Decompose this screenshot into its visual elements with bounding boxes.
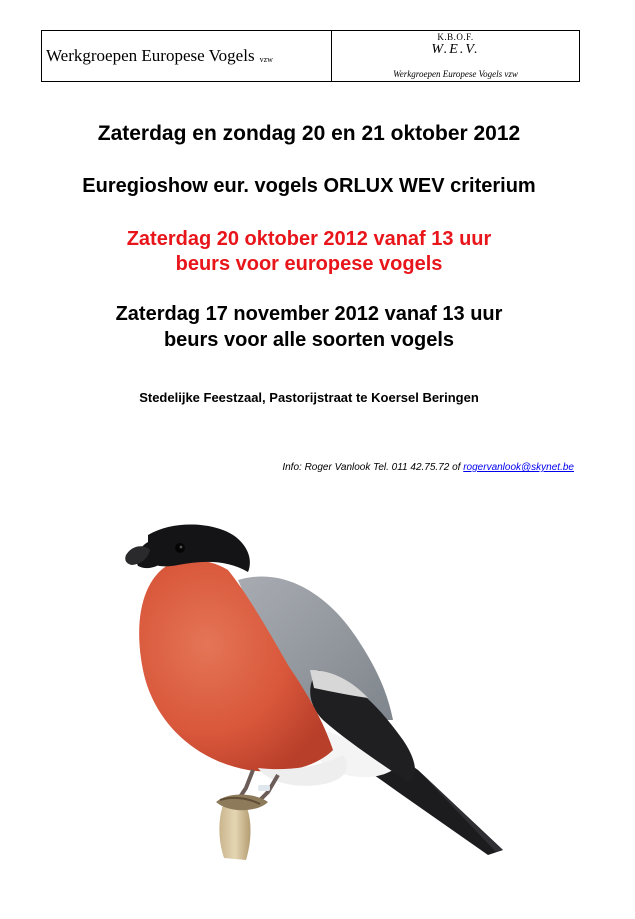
location-line: Stedelijke Feestzaal, Pastorijstraat te Koersel Beringen bbox=[139, 390, 479, 405]
header-subtitle: Werkgroepen Europese Vogels vzw bbox=[393, 69, 518, 79]
header-org-name: Werkgroepen Europese Vogels bbox=[46, 46, 255, 65]
event-title-line: Euregioshow eur. vogels ORLUX WEV criterium bbox=[82, 175, 536, 197]
market-description-line: beurs voor europese vogels bbox=[175, 253, 443, 275]
contact-info bbox=[282, 462, 574, 473]
header-left-cell bbox=[42, 31, 332, 81]
market-date-line: Zaterdag 20 oktober 2012 vanaf 13 uur bbox=[126, 228, 492, 250]
contact-email-link[interactable]: rogervanlook@skynet.be bbox=[463, 462, 574, 473]
bullfinch-image bbox=[118, 520, 508, 865]
header-right-cell bbox=[332, 31, 579, 81]
header-kbof: K.B.O.F. bbox=[437, 32, 474, 42]
november-description-line: beurs voor alle soorten vogels bbox=[163, 329, 455, 351]
november-date-line: Zaterdag 17 november 2012 vanaf 13 uur bbox=[115, 303, 503, 325]
event-dates-line: Zaterdag en zondag 20 en 21 oktober 2012 bbox=[97, 122, 521, 145]
contact-info-text: Info: Roger Vanlook Tel. 011 42.75.72 of bbox=[282, 462, 464, 473]
header-org-suffix: vzw bbox=[259, 54, 273, 64]
header-table bbox=[41, 30, 580, 82]
header-wev-logo: W.E.V. bbox=[431, 42, 480, 57]
bullfinch-illustration bbox=[118, 520, 508, 865]
